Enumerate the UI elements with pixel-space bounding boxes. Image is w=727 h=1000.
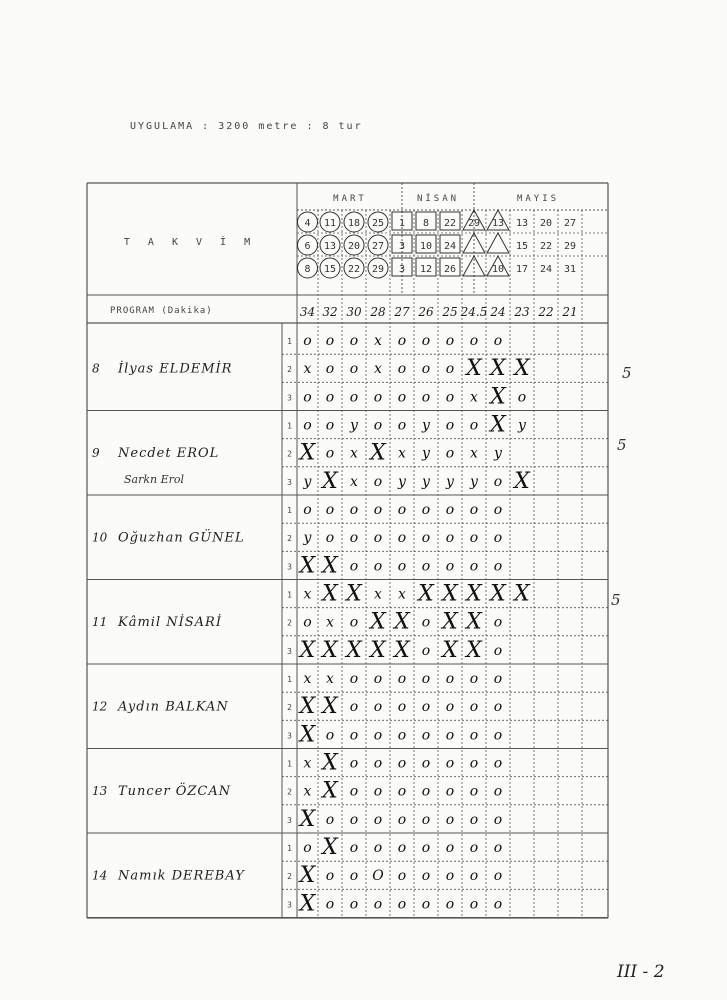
calendar-date: 22	[539, 241, 553, 252]
progress-mark: x	[374, 333, 382, 349]
calendar-date: 26	[443, 264, 457, 275]
progress-mark: x	[470, 389, 478, 406]
progress-mark: o	[349, 840, 359, 856]
set-number: 2	[287, 787, 292, 797]
progress-mark: o	[445, 361, 455, 378]
calendar-date: 11	[323, 218, 337, 229]
progress-mark: o	[421, 671, 431, 687]
calendar-date: 10	[491, 264, 505, 275]
progress-mark: o	[445, 417, 455, 434]
progress-mark: X	[466, 356, 482, 382]
progress-mark: o	[421, 840, 431, 856]
progress-mark: x	[303, 783, 312, 800]
progress-mark: o	[373, 727, 383, 744]
set-number: 2	[287, 618, 292, 628]
month-label: NİSAN	[416, 194, 460, 204]
progress-mark: o	[421, 558, 431, 575]
progress-mark: o	[397, 840, 407, 856]
calendar-date: 27	[371, 241, 385, 252]
calendar-date: 27	[563, 218, 577, 229]
progress-mark: X	[322, 468, 338, 494]
progress-mark: o	[303, 614, 312, 631]
progress-mark: o	[397, 502, 407, 518]
progress-mark: o	[373, 755, 383, 772]
set-number: 2	[287, 872, 292, 882]
calendar-date: 12	[419, 264, 433, 275]
calendar-date: 8	[422, 218, 430, 229]
progress-mark: o	[349, 502, 359, 518]
progress-mark: o	[325, 868, 335, 885]
progress-mark: y	[422, 473, 430, 490]
progress-mark: o	[421, 361, 431, 378]
progress-mark: X	[514, 581, 530, 607]
program-minute: 26	[418, 305, 434, 319]
progress-mark: o	[397, 671, 407, 687]
progress-mark: o	[469, 502, 479, 518]
progress-mark: o	[349, 333, 359, 349]
progress-mark: o	[373, 558, 383, 575]
progress-mark: o	[469, 727, 479, 744]
progress-mark: X	[490, 581, 506, 607]
progress-mark: o	[349, 811, 359, 828]
progress-mark: o	[349, 389, 359, 406]
calendar-date: 4	[304, 218, 311, 229]
progress-mark: o	[349, 361, 359, 378]
progress-mark: X	[514, 468, 530, 494]
page-heading: UYGULAMA : 3200 metre : 8 tur	[130, 121, 363, 132]
progress-mark: o	[421, 727, 431, 744]
athlete-number: 14	[92, 868, 108, 883]
calendar-date: 24	[539, 264, 553, 275]
progress-mark: X	[466, 609, 482, 635]
progress-mark: o	[373, 473, 383, 490]
progress-mark: o	[445, 699, 455, 716]
progress-mark: o	[325, 502, 335, 518]
calendar-date: 22	[443, 218, 457, 229]
progress-mark: o	[325, 417, 335, 434]
progress-mark: o	[373, 699, 383, 716]
progress-mark: o	[349, 614, 359, 631]
calendar-date: 29	[467, 218, 481, 229]
progress-mark: o	[469, 558, 479, 575]
calendar-date: 31	[563, 264, 577, 275]
progress-mark: o	[493, 783, 503, 800]
progress-mark: o	[469, 755, 479, 772]
progress-mark: o	[469, 840, 479, 856]
calendar-date: 13	[491, 218, 505, 229]
progress-mark: y	[303, 473, 312, 490]
set-number: 2	[287, 534, 292, 544]
set-number: 1	[287, 675, 292, 684]
progress-mark: o	[493, 642, 503, 659]
progress-mark: o	[373, 896, 383, 913]
page-number: III - 2	[617, 962, 665, 982]
progress-mark: X	[322, 581, 338, 607]
calendar-date: 24	[443, 241, 457, 252]
athlete-name: Necdet EROL	[118, 445, 220, 461]
calendar-date: 29	[371, 264, 385, 275]
athlete-name: Namık DEREBAY	[118, 868, 245, 884]
progress-mark: y	[446, 473, 454, 490]
progress-mark: o	[445, 755, 455, 772]
athlete-name: Aydın BALKAN	[118, 699, 229, 715]
progress-mark: o	[469, 699, 479, 716]
progress-mark: x	[398, 445, 406, 462]
progress-mark: o	[493, 755, 503, 772]
calendar-date: 13	[515, 218, 529, 229]
progress-mark: X	[322, 835, 338, 860]
set-number: 2	[287, 449, 292, 459]
program-minute: 27	[394, 305, 410, 319]
progress-mark: y	[494, 445, 502, 462]
progress-mark: o	[421, 389, 431, 406]
progress-mark: X	[490, 412, 506, 438]
progress-mark: y	[303, 530, 312, 547]
progress-mark: o	[303, 333, 312, 349]
margin-mark: 5	[617, 436, 627, 454]
progress-mark: X	[466, 581, 482, 607]
set-number: 3	[287, 900, 292, 910]
progress-mark: o	[469, 530, 479, 547]
program-minute: 28	[370, 305, 386, 319]
calendar-date: 3	[398, 264, 406, 275]
progress-mark: o	[373, 840, 383, 856]
progress-mark: o	[325, 445, 335, 462]
calendar-date: 1	[398, 218, 406, 229]
progress-mark: X	[490, 384, 506, 410]
set-number: 3	[287, 646, 292, 656]
progress-mark: o	[445, 727, 455, 744]
progress-mark: o	[397, 755, 407, 772]
progress-mark: X	[370, 637, 386, 663]
month-label: MAYIS	[516, 194, 560, 204]
progress-mark: o	[445, 502, 455, 518]
progress-mark: o	[349, 727, 359, 744]
progress-mark: o	[493, 896, 503, 913]
progress-mark: o	[421, 614, 431, 631]
progress-mark: X	[299, 637, 316, 663]
progress-mark: y	[518, 417, 526, 434]
progress-mark: o	[373, 811, 383, 828]
progress-mark: o	[517, 389, 527, 406]
progress-mark: y	[470, 473, 478, 490]
progress-mark: o	[373, 389, 383, 406]
program-minute: 23	[514, 305, 530, 319]
progress-mark: o	[469, 417, 479, 434]
progress-mark: o	[373, 502, 383, 518]
athlete-name: Kâmil NİSARİ	[118, 614, 222, 630]
athlete-name: Tuncer ÖZCAN	[118, 783, 232, 799]
athlete-name: Oğuzhan GÜNEL	[118, 530, 245, 546]
progress-mark: o	[445, 333, 455, 349]
set-number: 2	[287, 703, 292, 713]
progress-mark: o	[421, 502, 431, 518]
calendar-date: 29	[563, 241, 577, 252]
progress-mark: o	[373, 417, 383, 434]
set-number: 3	[287, 731, 292, 741]
calendar-date: 25	[371, 218, 385, 229]
progress-mark: o	[493, 671, 503, 687]
progress-mark: o	[493, 473, 503, 490]
progress-mark: o	[445, 671, 455, 687]
progress-mark: X	[299, 806, 316, 832]
athlete-number: 13	[92, 783, 108, 798]
progress-mark: o	[349, 671, 359, 687]
progress-mark: o	[421, 755, 431, 772]
progress-mark: o	[445, 896, 455, 913]
progress-mark: o	[445, 445, 455, 462]
calendar-date: 15	[323, 264, 337, 275]
calendar-date: 17	[515, 264, 529, 275]
progress-mark: o	[397, 868, 407, 885]
progress-mark: X	[299, 694, 316, 720]
progress-mark: x	[303, 361, 312, 378]
progress-mark: o	[349, 530, 359, 547]
progress-mark: X	[442, 637, 458, 663]
progress-mark: o	[303, 840, 312, 856]
progress-mark: o	[421, 642, 431, 659]
margin-mark: 5	[611, 591, 621, 609]
progress-mark: o	[469, 333, 479, 349]
progress-mark: o	[373, 530, 383, 547]
progress-mark: o	[493, 502, 503, 518]
progress-mark: o	[397, 811, 407, 828]
progress-mark: o	[349, 699, 359, 716]
progress-mark: o	[397, 783, 407, 800]
athlete-number: 9	[92, 445, 100, 460]
calendar-date: 20	[347, 241, 361, 252]
progress-mark: x	[398, 586, 406, 603]
progress-mark: X	[299, 722, 316, 748]
progress-mark: o	[325, 811, 335, 828]
set-number: 3	[287, 562, 292, 572]
margin-mark: 5	[622, 364, 632, 382]
progress-mark: o	[469, 671, 479, 687]
progress-mark: o	[349, 896, 359, 913]
progress-mark: o	[445, 389, 455, 406]
progress-mark: X	[394, 609, 410, 635]
progress-mark: o	[493, 868, 503, 885]
calendar-date: 22	[347, 264, 361, 275]
athlete-number: 10	[92, 530, 108, 545]
progress-mark: o	[349, 868, 359, 885]
progress-mark: o	[397, 333, 407, 349]
progress-mark: o	[325, 389, 335, 406]
set-number: 1	[287, 421, 292, 431]
athlete-number: 8	[92, 361, 100, 376]
progress-mark: o	[493, 811, 503, 828]
progress-mark: o	[445, 783, 455, 800]
calendar-date: 15	[515, 241, 529, 252]
progress-mark: o	[373, 671, 383, 687]
progress-mark: X	[322, 553, 338, 579]
progress-mark: X	[394, 637, 410, 663]
progress-mark: o	[397, 896, 407, 913]
progress-mark: o	[397, 699, 407, 716]
set-number: 2	[287, 365, 292, 375]
progress-mark: o	[325, 727, 335, 744]
progress-mark: o	[303, 417, 312, 434]
progress-mark: o	[325, 333, 335, 349]
progress-mark: o	[421, 783, 431, 800]
progress-mark: o	[493, 614, 503, 631]
progress-mark: o	[397, 727, 407, 744]
progress-mark: o	[469, 868, 479, 885]
progress-mark: x	[303, 671, 312, 687]
progress-mark: X	[322, 750, 338, 776]
progress-mark: y	[398, 473, 406, 490]
set-number: 1	[287, 844, 292, 853]
progress-mark: X	[299, 863, 316, 889]
progress-mark: o	[493, 699, 503, 716]
progress-mark: X	[442, 581, 458, 607]
progress-mark: x	[326, 614, 334, 631]
program-minute: 25	[442, 305, 458, 319]
progress-mark: o	[445, 840, 455, 856]
progress-mark: o	[445, 811, 455, 828]
athlete-note: Sarkn Erol	[124, 472, 185, 486]
athlete-number: 11	[92, 614, 108, 629]
progress-mark: X	[466, 637, 482, 663]
progress-mark: o	[421, 896, 431, 913]
set-number: 1	[287, 590, 292, 600]
progress-mark: o	[349, 755, 359, 772]
calendar-date: 20	[539, 218, 553, 229]
progress-mark: o	[421, 699, 431, 716]
program-minute: 30	[346, 305, 362, 319]
progress-mark: x	[350, 445, 358, 462]
set-number: 3	[287, 393, 292, 403]
progress-mark: x	[374, 361, 382, 378]
date-triangle	[487, 233, 509, 253]
progress-mark: o	[469, 896, 479, 913]
progress-mark: X	[322, 637, 338, 663]
progress-mark: y	[422, 417, 430, 434]
progress-mark: x	[350, 473, 358, 490]
progress-mark: X	[370, 440, 386, 466]
athlete-name: İlyas ELDEMİR	[118, 361, 233, 377]
progress-mark: X	[418, 581, 434, 607]
progress-mark: o	[469, 811, 479, 828]
calendar-date: 8	[304, 264, 311, 275]
progress-mark: X	[322, 778, 338, 804]
progress-mark: X	[322, 694, 338, 720]
program-minute: 32	[322, 305, 338, 319]
progress-mark: o	[445, 530, 455, 547]
progress-mark: x	[303, 755, 312, 772]
progress-mark: X	[346, 637, 362, 663]
progress-mark: o	[421, 811, 431, 828]
set-number: 3	[287, 815, 292, 825]
calendar-date: 10	[419, 241, 433, 252]
progress-mark: X	[346, 581, 362, 607]
progress-mark: o	[397, 361, 407, 378]
progress-mark: x	[326, 671, 334, 687]
month-label: MART	[333, 194, 367, 204]
progress-mark: o	[325, 896, 335, 913]
progress-mark: o	[445, 868, 455, 885]
progress-mark: o	[397, 417, 407, 434]
progress-mark: o	[421, 530, 431, 547]
progress-mark: y	[350, 417, 358, 434]
calendar-label: T A K V İ M	[123, 237, 257, 248]
progress-mark: X	[514, 356, 530, 382]
progress-mark: X	[299, 891, 316, 917]
progress-mark: o	[325, 530, 335, 547]
progress-mark: O	[372, 868, 384, 885]
progress-mark: o	[493, 727, 503, 744]
progress-mark: o	[493, 530, 503, 547]
calendar-date: 18	[347, 218, 361, 229]
athlete-number: 12	[92, 699, 108, 714]
calendar-date: 6	[304, 241, 311, 252]
set-number: 3	[287, 477, 292, 487]
progress-mark: o	[373, 783, 383, 800]
progress-mark: X	[299, 440, 316, 466]
progress-mark: X	[490, 356, 506, 382]
progress-mark: x	[470, 445, 478, 462]
progress-mark: o	[349, 783, 359, 800]
progress-mark: x	[374, 586, 382, 603]
progress-mark: o	[421, 333, 431, 349]
progress-mark: o	[303, 389, 312, 406]
program-minute: 34	[299, 305, 316, 319]
progress-mark: o	[421, 868, 431, 885]
progress-mark: o	[493, 558, 503, 575]
progress-mark: X	[442, 609, 458, 635]
set-number: 1	[287, 759, 292, 769]
progress-mark: o	[493, 333, 503, 349]
progress-mark: y	[422, 445, 430, 462]
progress-mark: o	[397, 558, 407, 575]
progress-mark: o	[397, 530, 407, 547]
progress-mark: X	[299, 553, 316, 579]
program-minute: 22	[538, 305, 554, 319]
set-number: 1	[287, 506, 292, 515]
calendar-date: 13	[323, 241, 337, 252]
program-minute: 21	[562, 305, 578, 319]
calendar-date: 3	[398, 241, 406, 252]
progress-mark: o	[493, 840, 503, 856]
progress-mark: o	[445, 558, 455, 575]
progress-mark: o	[303, 502, 312, 518]
progress-mark: o	[397, 389, 407, 406]
program-minute: 24.5	[460, 305, 488, 319]
program-label: PROGRAM (Dakika)	[110, 306, 213, 316]
progress-mark: X	[370, 609, 386, 635]
set-number: 1	[287, 337, 292, 346]
progress-mark: o	[469, 783, 479, 800]
progress-mark: o	[325, 361, 335, 378]
program-minute: 24	[490, 305, 506, 319]
progress-mark: o	[349, 558, 359, 575]
progress-mark: x	[303, 586, 312, 603]
